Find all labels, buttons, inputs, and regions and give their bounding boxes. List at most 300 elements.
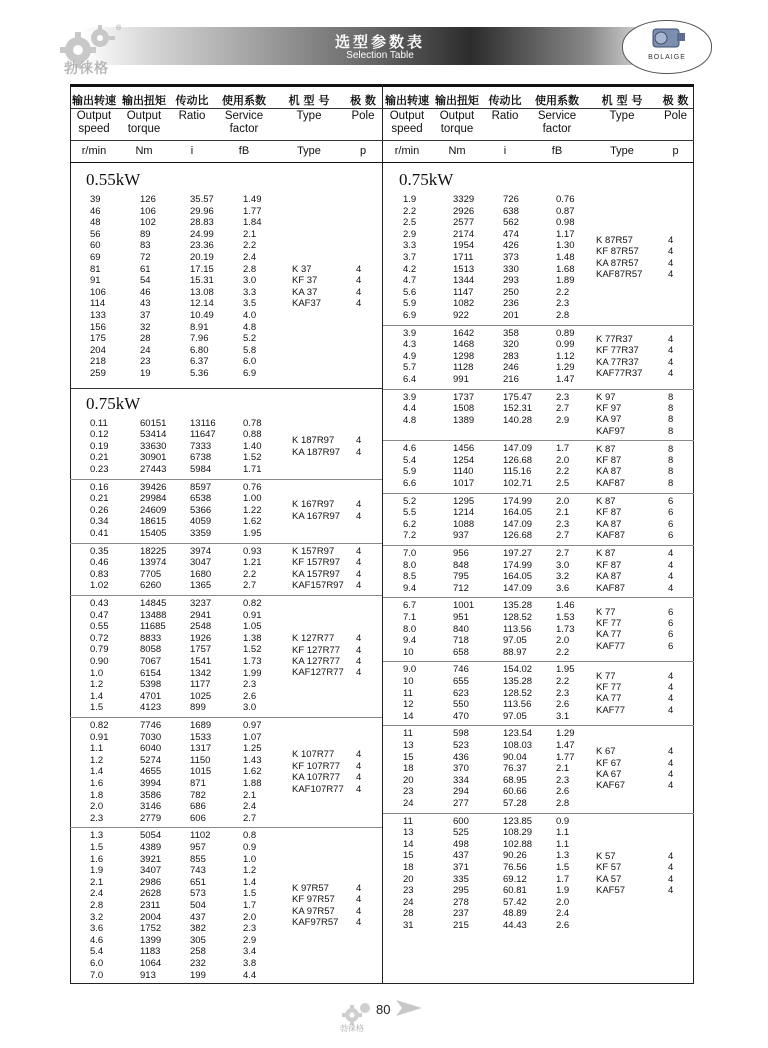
service-factor-cell: 3.0 bbox=[556, 559, 570, 571]
torque-cell: 746 bbox=[453, 664, 469, 676]
pole-count: 4 bbox=[356, 905, 362, 917]
type-model: KAF87 bbox=[596, 582, 626, 594]
pole-count: 8 bbox=[668, 402, 674, 414]
pole-count: 8 bbox=[668, 477, 674, 489]
page-header bbox=[0, 0, 768, 80]
pole-count: 4 bbox=[356, 644, 362, 656]
service-factor-cell: 1.25 bbox=[243, 743, 262, 755]
speed-cell: 0.35 bbox=[90, 545, 109, 557]
service-factor-cell: 0.87 bbox=[556, 205, 575, 217]
speed-cell: 2.3 bbox=[90, 812, 104, 824]
col-header-en: Ratio bbox=[178, 110, 206, 122]
ratio-cell: 97.05 bbox=[503, 710, 527, 722]
service-factor-cell: 0.99 bbox=[556, 339, 575, 351]
service-factor-cell: 1.95 bbox=[243, 527, 262, 539]
ratio-cell: 3237 bbox=[190, 598, 212, 609]
service-factor-cell: 1.0 bbox=[243, 853, 257, 865]
ratio-cell: 957 bbox=[190, 841, 206, 853]
col-header-left-speed bbox=[70, 88, 118, 166]
col-header-symbol: i bbox=[190, 145, 194, 157]
ratio-cell: 88.97 bbox=[503, 646, 527, 658]
speed-cell: 5.7 bbox=[403, 362, 417, 374]
service-factor-cell: 1.77 bbox=[556, 751, 575, 763]
pole-count: 4 bbox=[356, 286, 362, 298]
torque-cell: 1508 bbox=[453, 403, 475, 415]
torque-cell: 1711 bbox=[453, 251, 474, 263]
speed-cell: 204 bbox=[90, 344, 106, 356]
torque-cell: 922 bbox=[453, 309, 469, 321]
service-factor-cell: 4.4 bbox=[243, 969, 257, 981]
service-factor-cell: 2.6 bbox=[556, 786, 570, 798]
ratio-cell: 258 bbox=[190, 946, 206, 958]
torque-cell: 277 bbox=[453, 797, 469, 809]
section-title-right: 0.75kW bbox=[399, 170, 454, 189]
service-factor-cell: 1.53 bbox=[556, 611, 575, 623]
service-factor-cell: 2.7 bbox=[556, 403, 570, 415]
ratio-cell: 13.08 bbox=[190, 286, 214, 298]
speed-cell: 0.79 bbox=[90, 644, 109, 656]
service-factor-cell: 1.47 bbox=[556, 739, 575, 751]
service-factor-cell: 1.21 bbox=[243, 557, 262, 569]
ratio-cell: 358 bbox=[503, 327, 519, 339]
speed-cell: 8.0 bbox=[403, 559, 417, 571]
type-model: KF 57 bbox=[596, 862, 622, 874]
torque-cell: 623 bbox=[453, 687, 469, 699]
speed-cell: 18 bbox=[403, 861, 414, 873]
service-factor-cell: 3.6 bbox=[556, 582, 570, 594]
speed-cell: 1.2 bbox=[90, 679, 104, 691]
col-header-en: Pole bbox=[351, 110, 375, 122]
ratio-cell: 113.56 bbox=[503, 623, 532, 635]
col-header-cn: 机 型 号 bbox=[288, 94, 330, 107]
torque-cell: 334 bbox=[453, 774, 469, 786]
service-factor-cell: 4.0 bbox=[243, 309, 257, 321]
torque-cell: 658 bbox=[453, 646, 469, 658]
torque-cell: 89 bbox=[140, 228, 151, 240]
service-factor-cell: 2.4 bbox=[243, 251, 257, 263]
ratio-cell: 102.88 bbox=[503, 838, 533, 850]
service-factor-cell: 1.62 bbox=[243, 766, 262, 778]
ratio-cell: 29.96 bbox=[190, 205, 214, 217]
torque-cell: 53414 bbox=[140, 429, 167, 441]
torque-cell: 991 bbox=[453, 373, 469, 385]
service-factor-cell: 6.0 bbox=[243, 356, 257, 368]
speed-cell: 13 bbox=[403, 739, 414, 751]
type-model: KF 77 bbox=[596, 617, 622, 629]
ratio-cell: 1365 bbox=[190, 580, 212, 592]
type-model: KA 187R97 bbox=[292, 446, 341, 458]
torque-cell: 6260 bbox=[140, 580, 162, 592]
type-model: K 87 bbox=[596, 495, 616, 507]
speed-cell: 7.2 bbox=[403, 530, 417, 542]
ratio-cell: 128.52 bbox=[503, 687, 533, 699]
ratio-cell: 123.54 bbox=[503, 728, 533, 740]
speed-cell: 5.6 bbox=[403, 286, 417, 298]
service-factor-cell: 0.82 bbox=[243, 598, 262, 609]
ratio-cell: 1015 bbox=[190, 766, 212, 778]
ratio-cell: 305 bbox=[190, 934, 206, 946]
speed-cell: 3.9 bbox=[403, 327, 417, 339]
ratio-cell: 11647 bbox=[190, 429, 216, 441]
service-factor-cell: 2.7 bbox=[243, 812, 257, 824]
speed-cell: 4.6 bbox=[90, 934, 104, 946]
speed-cell: 2.9 bbox=[403, 228, 417, 240]
ratio-cell: 147.09 bbox=[503, 518, 533, 530]
pole-count: 4 bbox=[668, 693, 674, 705]
ratio-cell: 15.31 bbox=[190, 275, 214, 287]
torque-cell: 3329 bbox=[453, 194, 475, 205]
torque-cell: 24 bbox=[140, 344, 151, 356]
type-model: KAF127R77 bbox=[292, 667, 344, 679]
ratio-cell: 1541 bbox=[190, 655, 212, 667]
pole-count: 8 bbox=[668, 466, 674, 478]
service-factor-cell: 2.2 bbox=[556, 646, 570, 658]
torque-cell: 1389 bbox=[453, 414, 475, 426]
speed-cell: 0.21 bbox=[90, 452, 109, 464]
type-model: K 97 bbox=[596, 391, 616, 403]
pole-count: 4 bbox=[668, 757, 674, 769]
torque-cell: 43 bbox=[140, 298, 151, 310]
torque-cell: 3146 bbox=[140, 801, 162, 813]
type-model: KAF157R97 bbox=[292, 580, 344, 592]
service-factor-cell: 2.1 bbox=[556, 507, 570, 519]
pole-count: 8 bbox=[668, 391, 674, 403]
type-model: KA 67 bbox=[596, 768, 622, 780]
type-model: KF 87 bbox=[596, 454, 622, 466]
torque-cell: 278 bbox=[453, 896, 469, 908]
header-title-en: Selection Table bbox=[346, 50, 414, 61]
service-factor-cell: 1.49 bbox=[243, 194, 262, 205]
type-model: KA 87R57 bbox=[596, 257, 639, 269]
ratio-cell: 686 bbox=[190, 801, 206, 813]
service-factor-cell: 2.3 bbox=[556, 774, 570, 786]
torque-cell: 2926 bbox=[453, 205, 475, 217]
service-factor-cell: 1.7 bbox=[556, 443, 570, 455]
col-header-right-speed bbox=[383, 88, 431, 166]
pole-count: 4 bbox=[668, 780, 674, 792]
speed-cell: 2.2 bbox=[403, 205, 417, 217]
speed-cell: 91 bbox=[90, 275, 101, 287]
torque-cell: 37 bbox=[140, 309, 151, 321]
service-factor-cell: 1.89 bbox=[556, 275, 575, 287]
torque-cell: 840 bbox=[453, 623, 469, 635]
brand-logo-right bbox=[622, 20, 712, 74]
ratio-cell: 504 bbox=[190, 899, 206, 911]
torque-cell: 1001 bbox=[453, 600, 475, 612]
speed-cell: 23 bbox=[403, 885, 414, 897]
service-factor-cell: 3.5 bbox=[243, 298, 257, 310]
service-factor-cell: 1.2 bbox=[243, 865, 257, 877]
torque-cell: 436 bbox=[453, 751, 469, 763]
type-model: K 77R37 bbox=[596, 333, 633, 345]
pole-count: 4 bbox=[356, 568, 362, 580]
torque-cell: 46 bbox=[140, 286, 151, 298]
ratio-cell: 48.89 bbox=[503, 908, 527, 920]
ratio-cell: 5.36 bbox=[190, 367, 209, 379]
torque-cell: 2311 bbox=[140, 899, 161, 911]
type-model: K 87R57 bbox=[596, 235, 633, 246]
service-factor-cell: 0.98 bbox=[556, 217, 575, 229]
speed-cell: 0.34 bbox=[90, 516, 109, 528]
pole-count: 4 bbox=[668, 345, 674, 357]
service-factor-cell: 1.22 bbox=[243, 504, 262, 516]
speed-cell: 0.55 bbox=[90, 621, 109, 633]
torque-cell: 4655 bbox=[140, 766, 162, 778]
service-factor-cell: 1.7 bbox=[243, 899, 257, 911]
speed-cell: 1.9 bbox=[90, 865, 104, 877]
torque-cell: 913 bbox=[140, 969, 156, 981]
service-factor-cell: 3.4 bbox=[243, 946, 257, 958]
type-model: KAF77 bbox=[596, 704, 626, 716]
pole-count: 4 bbox=[356, 557, 362, 569]
pole-count: 4 bbox=[356, 435, 362, 447]
speed-cell: 2.4 bbox=[90, 888, 104, 900]
speed-cell: 1.6 bbox=[90, 777, 104, 789]
type-model: KF 87 bbox=[596, 559, 622, 571]
ratio-cell: 164.05 bbox=[503, 571, 533, 583]
type-model: K 37 bbox=[292, 264, 312, 275]
service-factor-cell: 3.0 bbox=[243, 702, 257, 714]
torque-cell: 550 bbox=[453, 699, 469, 711]
service-factor-cell: 2.1 bbox=[243, 789, 257, 801]
ratio-cell: 606 bbox=[190, 812, 206, 824]
service-factor-cell: 0.76 bbox=[556, 194, 575, 205]
torque-cell: 14845 bbox=[140, 598, 167, 609]
service-factor-cell: 1.4 bbox=[243, 876, 257, 888]
pole-count: 4 bbox=[668, 850, 674, 862]
ratio-cell: 28.83 bbox=[190, 217, 214, 229]
pole-count: 4 bbox=[356, 749, 362, 761]
ratio-cell: 175.47 bbox=[503, 391, 533, 403]
service-factor-cell: 2.8 bbox=[556, 797, 570, 809]
ratio-cell: 76.37 bbox=[503, 763, 527, 775]
speed-cell: 1.9 bbox=[403, 194, 417, 205]
speed-cell: 3.9 bbox=[403, 391, 417, 403]
torque-cell: 1642 bbox=[453, 327, 475, 339]
ratio-cell: 5366 bbox=[190, 504, 212, 516]
torque-cell: 1128 bbox=[453, 362, 474, 374]
torque-cell: 848 bbox=[453, 559, 469, 571]
ratio-cell: 743 bbox=[190, 865, 206, 877]
torque-cell: 295 bbox=[453, 885, 469, 897]
torque-cell: 2577 bbox=[453, 217, 475, 229]
pole-count: 4 bbox=[668, 873, 674, 885]
ratio-cell: 24.99 bbox=[190, 228, 214, 240]
ratio-cell: 140.28 bbox=[503, 414, 533, 426]
service-factor-cell: 1.77 bbox=[243, 205, 262, 217]
speed-cell: 4.7 bbox=[403, 275, 417, 287]
ratio-cell: 871 bbox=[190, 777, 206, 789]
speed-cell: 0.72 bbox=[90, 632, 109, 644]
service-factor-cell: 2.0 bbox=[556, 635, 570, 647]
type-model: KF 97R57 bbox=[292, 894, 335, 906]
torque-cell: 370 bbox=[453, 763, 469, 775]
speed-cell: 259 bbox=[90, 367, 106, 379]
pole-count: 6 bbox=[668, 495, 674, 507]
service-factor-cell: 2.7 bbox=[556, 530, 570, 542]
torque-cell: 33630 bbox=[140, 440, 167, 452]
torque-cell: 61 bbox=[140, 263, 151, 275]
torque-cell: 3586 bbox=[140, 789, 162, 801]
ratio-cell: 330 bbox=[503, 263, 519, 275]
torque-cell: 1088 bbox=[453, 518, 475, 530]
ratio-cell: 562 bbox=[503, 217, 519, 229]
service-factor-cell: 1.62 bbox=[243, 516, 262, 528]
ratio-cell: 651 bbox=[190, 876, 206, 888]
ratio-cell: 6738 bbox=[190, 452, 212, 464]
torque-cell: 470 bbox=[453, 710, 469, 722]
torque-cell: 7705 bbox=[140, 568, 162, 580]
torque-cell: 335 bbox=[453, 873, 469, 885]
page-number: 80 bbox=[376, 1002, 391, 1017]
service-factor-cell: 1.88 bbox=[243, 777, 262, 789]
torque-cell: 1140 bbox=[453, 466, 474, 478]
torque-cell: 600 bbox=[453, 815, 469, 827]
torque-cell: 1295 bbox=[453, 495, 475, 507]
service-factor-cell: 1.95 bbox=[556, 664, 575, 676]
service-factor-cell: 1.1 bbox=[556, 827, 570, 839]
col-header-right-type bbox=[587, 88, 657, 166]
pole-count: 4 bbox=[356, 667, 362, 679]
ratio-cell: 3047 bbox=[190, 557, 212, 569]
ratio-cell: 2941 bbox=[190, 609, 212, 621]
speed-cell: 156 bbox=[90, 321, 106, 333]
torque-cell: 4389 bbox=[140, 841, 162, 853]
service-factor-cell: 1.84 bbox=[243, 217, 262, 229]
type-model: KAF77R37 bbox=[596, 367, 643, 379]
type-model: K 67 bbox=[596, 746, 616, 758]
type-model: KA 87 bbox=[596, 518, 622, 530]
service-factor-cell: 2.3 bbox=[243, 679, 257, 691]
service-factor-cell: 6.9 bbox=[243, 367, 257, 379]
page-arrow-icon bbox=[396, 1000, 422, 1016]
torque-cell: 13488 bbox=[140, 609, 167, 621]
speed-cell: 2.8 bbox=[90, 899, 104, 911]
ratio-cell: 1689 bbox=[190, 720, 212, 731]
ratio-cell: 8597 bbox=[190, 481, 212, 493]
service-factor-cell: 1.46 bbox=[556, 600, 575, 612]
ratio-cell: 5984 bbox=[190, 463, 212, 475]
speed-cell: 4.9 bbox=[403, 350, 417, 362]
torque-cell: 29984 bbox=[140, 493, 167, 505]
group-separator bbox=[383, 661, 694, 662]
service-factor-cell: 0.93 bbox=[243, 545, 262, 557]
speed-cell: 6.7 bbox=[403, 600, 417, 612]
torque-cell: 1752 bbox=[140, 923, 162, 935]
speed-cell: 11 bbox=[403, 815, 413, 827]
torque-cell: 1017 bbox=[453, 477, 475, 489]
type-model: K 107R77 bbox=[292, 749, 335, 761]
pole-count: 6 bbox=[668, 640, 674, 652]
type-model: KF 67 bbox=[596, 757, 622, 769]
service-factor-cell: 2.6 bbox=[556, 919, 570, 931]
type-model: KF 107R77 bbox=[292, 760, 341, 772]
service-factor-cell: 0.78 bbox=[243, 417, 262, 429]
logo-right-text: BOLAIGE bbox=[648, 54, 686, 61]
col-header-en: Type bbox=[609, 110, 635, 122]
service-factor-cell: 1.5 bbox=[556, 861, 570, 873]
torque-cell: 5398 bbox=[140, 679, 162, 691]
col-header-en: Output torque bbox=[439, 110, 475, 135]
group-separator bbox=[383, 813, 694, 814]
col-header-right-torque bbox=[431, 88, 483, 166]
torque-cell: 19 bbox=[140, 367, 151, 379]
ratio-cell: 126.68 bbox=[503, 530, 533, 542]
col-header-symbol: p bbox=[672, 145, 679, 157]
speed-cell: 14 bbox=[403, 710, 414, 722]
torque-cell: 437 bbox=[453, 850, 469, 862]
torque-cell: 72 bbox=[140, 251, 151, 263]
type-model: KA 107R77 bbox=[292, 772, 341, 784]
pole-count: 6 bbox=[668, 507, 674, 519]
col-header-cn: 输出转速 bbox=[72, 94, 116, 107]
torque-cell: 655 bbox=[453, 675, 469, 687]
speed-cell: 13 bbox=[403, 827, 414, 839]
type-model: KA 167R97 bbox=[292, 510, 341, 522]
service-factor-cell: 0.88 bbox=[243, 429, 262, 441]
service-factor-cell: 3.2 bbox=[556, 571, 570, 583]
torque-cell: 106 bbox=[140, 205, 156, 217]
type-model: K 187R97 bbox=[292, 435, 335, 447]
torque-cell: 60151 bbox=[140, 417, 167, 429]
ratio-cell: 35.57 bbox=[190, 194, 214, 205]
pole-count: 6 bbox=[668, 518, 674, 530]
pole-count: 4 bbox=[356, 510, 362, 522]
ratio-cell: 44.43 bbox=[503, 919, 527, 931]
service-factor-cell: 2.0 bbox=[556, 454, 570, 466]
torque-cell: 2779 bbox=[140, 812, 162, 824]
speed-cell: 218 bbox=[90, 356, 106, 368]
section-title-left: 0.75kW bbox=[86, 393, 141, 413]
col-header-symbol: i bbox=[503, 145, 507, 157]
speed-cell: 20 bbox=[403, 774, 414, 786]
ratio-cell: 382 bbox=[190, 923, 206, 935]
speed-cell: 1.8 bbox=[90, 789, 104, 801]
ratio-cell: 283 bbox=[503, 350, 519, 362]
col-header-cn: 传动比 bbox=[175, 94, 209, 107]
torque-cell: 4123 bbox=[140, 702, 162, 714]
torque-cell: 5274 bbox=[140, 754, 162, 766]
type-model: KAF97R57 bbox=[292, 917, 339, 929]
speed-cell: 1.6 bbox=[90, 853, 104, 865]
type-model: K 157R97 bbox=[292, 545, 335, 557]
col-header-symbol: p bbox=[359, 145, 367, 157]
pole-count: 6 bbox=[668, 606, 674, 618]
torque-cell: 1468 bbox=[453, 339, 475, 351]
service-factor-cell: 1.52 bbox=[243, 644, 262, 656]
service-factor-cell: 3.0 bbox=[243, 275, 257, 287]
group-separator bbox=[383, 597, 694, 598]
speed-cell: 4.6 bbox=[403, 443, 417, 455]
torque-cell: 7746 bbox=[140, 720, 162, 731]
torque-cell: 598 bbox=[453, 728, 469, 740]
group-separator bbox=[383, 545, 694, 546]
torque-cell: 718 bbox=[453, 635, 469, 647]
col-header-cn: 输出扭矩 bbox=[435, 94, 479, 107]
ratio-cell: 12.14 bbox=[190, 298, 214, 310]
ratio-cell: 108.03 bbox=[503, 739, 533, 751]
pole-count: 4 bbox=[356, 655, 362, 667]
torque-cell: 30901 bbox=[140, 452, 167, 464]
ratio-cell: 1025 bbox=[190, 690, 212, 702]
speed-cell: 1.1 bbox=[90, 743, 104, 755]
service-factor-cell: 1.7 bbox=[556, 873, 570, 885]
ratio-cell: 147.09 bbox=[503, 582, 533, 594]
type-model: KA 97R57 bbox=[292, 905, 335, 917]
speed-cell: 5.9 bbox=[403, 298, 417, 310]
torque-cell: 8833 bbox=[140, 632, 162, 644]
ratio-cell: 8.91 bbox=[190, 321, 209, 333]
